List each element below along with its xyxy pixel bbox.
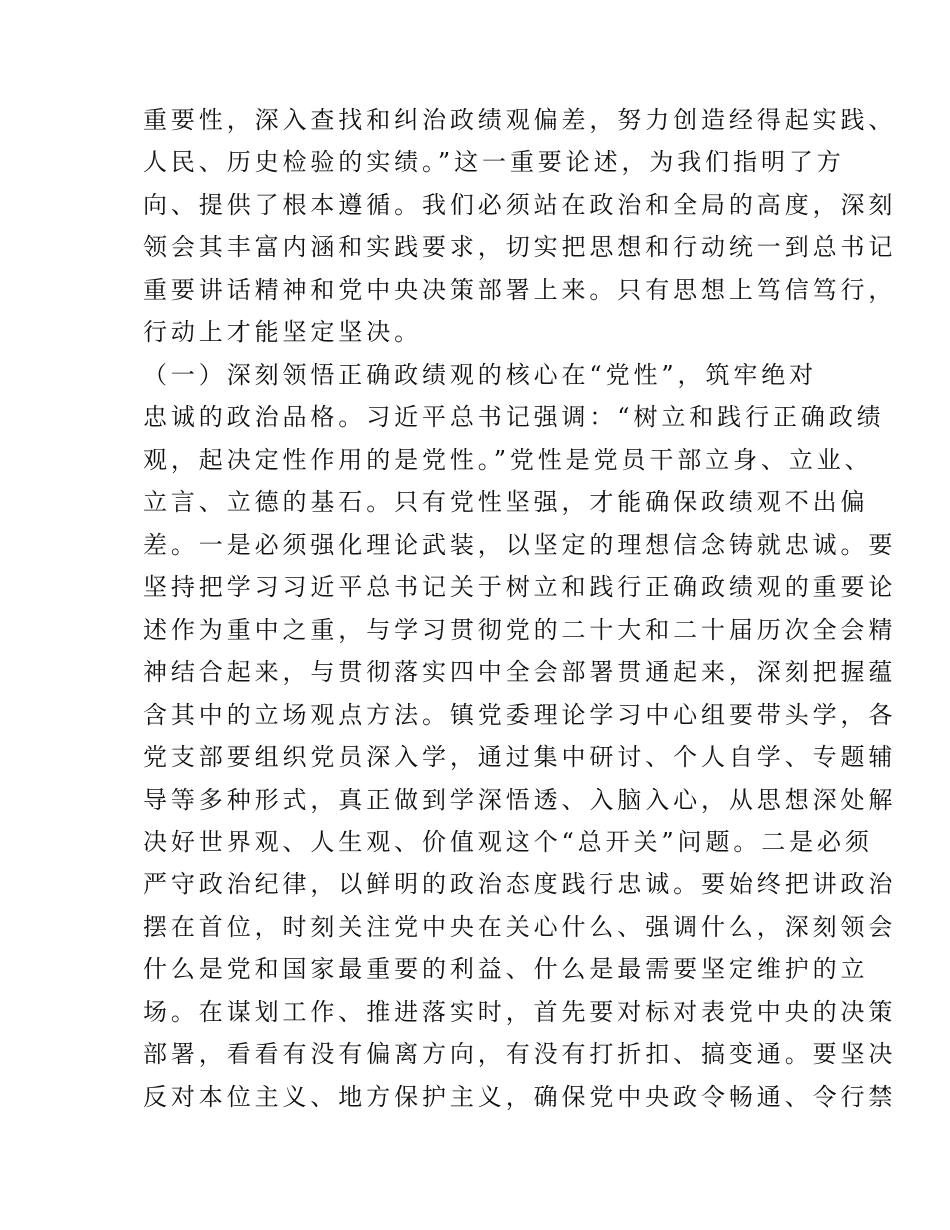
paragraph-1-line: 重要讲话精神和党中央决策部署上来。只有思想上笃信笃行， bbox=[143, 275, 897, 304]
paragraph-1-line: 领会其丰富内涵和实践要求，切实把思想和行动统一到总书记 bbox=[143, 233, 897, 262]
paragraph-2-line: 摆在首位，时刻关注党中央在关心什么、强调什么，深刻领会 bbox=[143, 912, 897, 941]
paragraph-2-line: （一）深刻领悟正确政绩观的核心在“党性”，筑牢绝对 bbox=[143, 360, 818, 389]
paragraph-2-line: 含其中的立场观点方法。镇党委理论学习中心组要带头学，各 bbox=[143, 700, 897, 729]
paragraph-1-line: 向、提供了根本遵循。我们必须站在政治和全局的高度，深刻 bbox=[143, 190, 897, 219]
paragraph-2-line: 部署，看看有没有偏离方向，有没有打折扣、搞变通。要坚决 bbox=[143, 1040, 897, 1069]
paragraph-2-line: 决好世界观、人生观、价值观这个“总开关”问题。二是必须 bbox=[143, 827, 873, 856]
paragraph-2-line: 反对本位主义、地方保护主义，确保党中央政令畅通、令行禁 bbox=[143, 1082, 897, 1111]
paragraph-2-line: 坚持把学习习近平总书记关于树立和践行正确政绩观的重要论 bbox=[143, 573, 897, 602]
paragraph-2-line: 党支部要组织党员深入学，通过集中研讨、个人自学、专题辅 bbox=[143, 743, 897, 772]
document-body bbox=[143, 99, 897, 1118]
paragraph-2-line: 忠诚的政治品格。习近平总书记强调：“树立和践行正确政绩 bbox=[143, 403, 885, 432]
paragraph-2-line: 什么是党和国家最重要的利益、什么是最需要坚定维护的立 bbox=[143, 955, 869, 984]
paragraph-2-line: 严守政治纪律，以鲜明的政治态度践行忠诚。要始终把讲政治 bbox=[143, 870, 897, 899]
paragraph-2-line: 神结合起来，与贯彻落实四中全会部署贯通起来，深刻把握蕴 bbox=[143, 658, 897, 687]
paragraph-1-line: 人民、历史检验的实绩。”这一重要论述，为我们指明了方 bbox=[143, 148, 845, 177]
paragraph-2-line: 场。在谋划工作、推进落实时，首先要对标对表党中央的决策 bbox=[143, 997, 897, 1026]
paragraph-2-line: 述作为重中之重，与学习贯彻党的二十大和二十届历次全会精 bbox=[143, 615, 897, 644]
paragraph-1-line: 行动上才能坚定坚决。 bbox=[143, 318, 422, 347]
paragraph-2-line: 差。一是必须强化理论武装，以坚定的理想信念铸就忠诚。要 bbox=[143, 530, 897, 559]
paragraph-2-line: 导等多种形式，真正做到学深悟透、入脑入心，从思想深处解 bbox=[143, 785, 897, 814]
paragraph-1-line: 重要性，深入查找和纠治政绩观偏差，努力创造经得起实践、 bbox=[143, 106, 897, 134]
paragraph-2-line: 观，起决定性作用的是党性。”党性是党员干部立身、立业、 bbox=[143, 445, 873, 474]
paragraph-2-line: 立言、立德的基石。只有党性坚强，才能确保政绩观不出偏 bbox=[143, 488, 869, 517]
